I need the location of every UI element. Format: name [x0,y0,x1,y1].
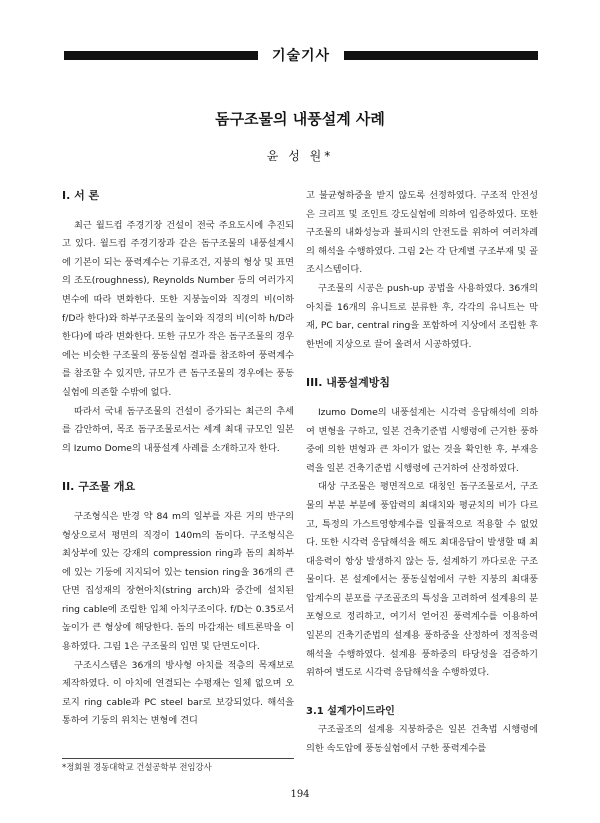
section-3-paragraph-2: 대상 구조물은 평면적으로 대칭인 돔구조물로서, 구조물의 부분 부분에 풍압력의 최대치와 평균치의 비가 다르고, 특정의 가스트영향계수를 일률적으로 적용할 수 없었다. 또한 시각력 응답해석을 해도 최대응답이 발생할 때 최대응력이 항상 발생하지 않는 등, 설계하기 까다로운 구조물이다. 본 설계에서는 풍동실험에서 구한 지붕의 최대풍압계수의 분포를 구조골조의 특성을 고려하여 설계용의 분포형으로 정리하고, 여기서 얻어진 풍력계수를 이용하여 일본의 건축기준법의 설계용 풍하중을 산정하여 정적응력해석을 수행하였다. 설계용 풍하중의 타당성을 검증하기 위하여 별도로 시각력 응답해석을 수행하였다. [306,481,538,679]
section-2-paragraph-1: 구조형식은 반경 약 84 m의 일부를 자른 거의 반구의 형상으로서 평면의 직경이 140m의 돔이다. 구조형식은 최상부에 있는 강재의 compression ring과 돔의 최하부에 있는 기둥에 지지되어 있는 tension ring을 36개의 큰 단면 집성재의 장현아치(string arch)와 중간에 설치된 ring cable에 조립한 입체 아치구조이다. f/D는 0.35로서 높이가 큰 형상에 해당한다. 돔의 마감재는 테트론막을 이용하였다. 그림 1은 구조물의 입면 및 단면도이다. [62,510,294,653]
section-2-heading: II. 구조물 개요 [62,480,136,494]
footnote: *정회원 경동대학교 건설공학부 전임강사 [62,762,212,772]
left-column [62,187,294,731]
section-1-paragraph-1: 최근 월드컵 주경기장 건설이 전국 주요도시에 추진되고 있다. 월드컵 주경기장과 같은 돔구조물의 내풍설계시에 기본이 되는 풍력계수는 기류조건, 지붕의 형상 및 표면의 조도(roughness), Reynolds Number 등의 여러가지 변수에 따라 변화한다. 또한 지붕높이와 직경의 비(이하 f/D라 한다)와 하부구조물의 높이와 직경의 비(이하 h/D라 한다)에 따라 변화한다. 또한 규모가 작은 돔구조물의 경우에는 비슷한 구조물의 풍동실험 결과를 참조하여 풍력계수를 참조할 수 있지만, 규모가 큰 돔구조물의 경우에는 풍동실험에 의존할 수밖에 없다. [62,219,294,398]
page-number: 194 [290,789,310,800]
section-1-heading: I. 서 론 [62,189,100,202]
section-3-heading: III. 내풍설계방침 [306,376,391,390]
subsection-3-1-paragraph-1: 구조골조의 설계용 지붕하중은 일본 건축법 시행령에 의한 속도압에 풍동실험에서 구한 풍력계수를 [306,724,538,755]
section-2-paragraph-3: 구조물의 시공은 push-up 공법을 사용하였다. 36개의 아치를 16개의 유니트로 분류한 후, 각각의 유니트는 막재, PC bar, central ring을 포함하여 지상에서 조립한 후 한번에 지상으로 끌어 올려서 시공하였다. [306,282,538,350]
section-3-paragraph-1: Izumo Dome의 내풍설계는 시각력 응답해석에 의하여 변형을 구하고, 일본 건축기준법 시행령에 근거한 풍하중에 의한 변형과 큰 차이가 없는 것을 확인한 후, 부재응력을 일본 건축기준법 시행령에 근거하여 산정하였다. [306,406,538,474]
right-column [306,187,538,759]
footnote-divider [62,758,294,759]
article-author: 윤 성 원* [266,149,334,163]
banner-label: 기술기사 [271,48,331,64]
article-title: 돔구조물의 내풍설계 사례 [215,110,385,128]
section-1-paragraph-2: 따라서 국내 돔구조물의 건설이 증가되는 최근의 추세를 감안하여, 목조 돔구조물로서는 세계 최대 규모인 일본의 Izumo Dome의 내풍설계 사례를 소개하고자 한다. [62,405,294,454]
section-2-paragraph-2: 구조시스템은 36개의 방사형 아치를 적층의 목재보로 제작하였다. 이 아치에 연결되는 수평재는 일체 없으며 오로지 ring cable과 PC steel bar로 보강되었다. 해석을 통하여 기둥의 위치는 변형에 견디 [62,659,294,727]
section-banner [64,41,538,69]
subsection-3-1-heading: 3.1 설계가이드라인 [306,705,395,717]
banner-bar-right [344,51,538,60]
section-2-continuation: 고 불균형하중을 받지 않도록 선정하였다. 구조적 안전성은 크리프 및 조인트 강도실험에 의하여 입증하였다. 또한 구조물의 내화성능과 불피시의 안전도를 위하여 여러차례의 해석을 수행하였다. 그림 2는 각 단계별 구조부재 및 골조시스템이다. [306,190,538,276]
banner-bar-left [64,51,258,60]
